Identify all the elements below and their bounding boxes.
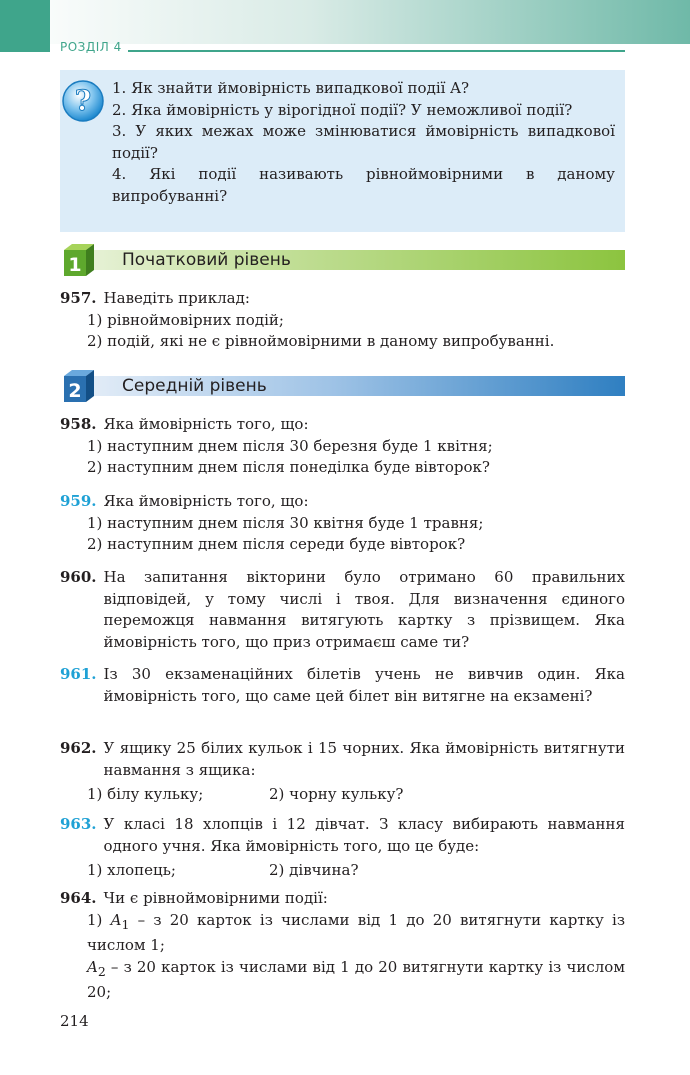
problem-subitem: 1) наступним днем після 30 березня буде 1 квітня; — [87, 436, 493, 455]
problem-text: Яка ймовірність того, що: — [103, 415, 309, 433]
problem-text: На запитання вікторини було отримано 60 правильних відповідей, у тому числі і твоя. Для визначення єдиного переможця навмання витягують картку з прізвищем. Яка ймовірність того, що приз отримаєш саме ти? — [103, 568, 625, 651]
level-middle-title: Середній рівень — [122, 376, 267, 396]
problem-option: 2) дівчина? — [269, 861, 359, 879]
event-text: – з 20 карток із числами від 1 до 20 витягнути картку із числом 20; — [87, 957, 625, 1001]
problem-subitem: 2) наступним днем після понеділка буде вівторок? — [87, 458, 490, 476]
problem-subitem-a1 — [60, 910, 625, 957]
problem-option: 2) чорну кульку? — [269, 785, 404, 803]
svg-text:?: ? — [74, 84, 92, 117]
level-1-badge: 1 — [68, 254, 82, 276]
problem-text: Із 30 екзаменаційних білетів учень не вивчив один. Яка ймовірність того, що саме цей білет він витягне на екзамені? — [103, 665, 625, 705]
question-item: 1. Як знайти ймовірність випадкової події A? — [112, 79, 470, 97]
problem-option: 1) хлопець; — [87, 861, 176, 879]
problem-963 — [60, 814, 625, 882]
problem-subitem-a2 — [60, 957, 625, 1004]
problem-subitem: 2) наступним днем після середи буде вівторок? — [87, 535, 466, 553]
item-prefix: 1) — [87, 910, 111, 929]
level-2-cube-icon — [60, 368, 96, 404]
problem-number: 958. — [60, 415, 97, 433]
problem-959 — [60, 491, 625, 556]
level-initial-bar — [60, 242, 625, 278]
event-var: A — [110, 910, 122, 929]
problem-957 — [60, 288, 625, 353]
problem-text: У ящику 25 білих кульок і 15 чорних. Яка ймовірність витягнути навмання з ящика: — [103, 739, 625, 779]
section-label: РОЗДІЛ 4 — [60, 40, 122, 54]
section-rule — [128, 50, 625, 52]
event-var: A — [87, 957, 98, 976]
problem-option: 1) білу кульку; — [87, 785, 204, 803]
level-2-badge: 2 — [68, 380, 82, 402]
problem-subitem: 1) наступним днем після 30 квітня буде 1 травня; — [87, 513, 484, 532]
problem-number: 964. — [60, 889, 97, 907]
question-item: 2. Яка ймовірність у вірогідної події? У неможливої події? — [112, 100, 573, 119]
problem-subitem: 2) подій, які не є рівноймовірними в даному випробуванні. — [87, 332, 555, 350]
problem-number: 962. — [60, 739, 97, 757]
problem-subitem: 1) рівноймовірних подій; — [87, 310, 284, 329]
question-item: 3. У яких межах може змінюватися ймовірність випадкової події? — [112, 122, 615, 162]
top-gradient-band — [0, 0, 690, 44]
review-questions-box — [60, 70, 625, 232]
event-text: – з 20 карток із числами від 1 до 20 витягнути картку із числом 1; — [87, 910, 626, 954]
problem-964 — [60, 888, 625, 1004]
problem-text: У класі 18 хлопців і 12 дівчат. З класу вибирають навмання одного учня. Яка ймовірність того, що це буде: — [103, 815, 625, 855]
problem-text: Чи є рівноймовірними події: — [103, 889, 328, 907]
problem-text: Наведіть приклад: — [103, 289, 250, 307]
problem-text: Яка ймовірність того, що: — [103, 492, 309, 510]
event-index: 1 — [121, 916, 130, 932]
problem-number: 961. — [60, 665, 97, 683]
question-item: 4. Які події називають рівноймовірними в даному випробуванні? — [112, 165, 615, 205]
corner-color-block — [0, 0, 50, 52]
level-initial-title: Початковий рівень — [122, 250, 291, 270]
question-mark-icon — [60, 78, 106, 124]
questions-list — [112, 78, 615, 207]
problem-number: 957. — [60, 289, 97, 307]
page-number: 214 — [60, 1012, 89, 1030]
problem-number: 960. — [60, 568, 97, 586]
problem-number: 959. — [60, 492, 97, 510]
problem-960 — [60, 567, 625, 653]
problem-962 — [60, 738, 625, 806]
problem-number: 963. — [60, 815, 97, 833]
problem-961 — [60, 664, 625, 707]
problem-958 — [60, 414, 625, 479]
level-1-cube-icon — [60, 242, 96, 278]
event-index: 2 — [97, 963, 106, 979]
level-middle-bar — [60, 368, 625, 404]
